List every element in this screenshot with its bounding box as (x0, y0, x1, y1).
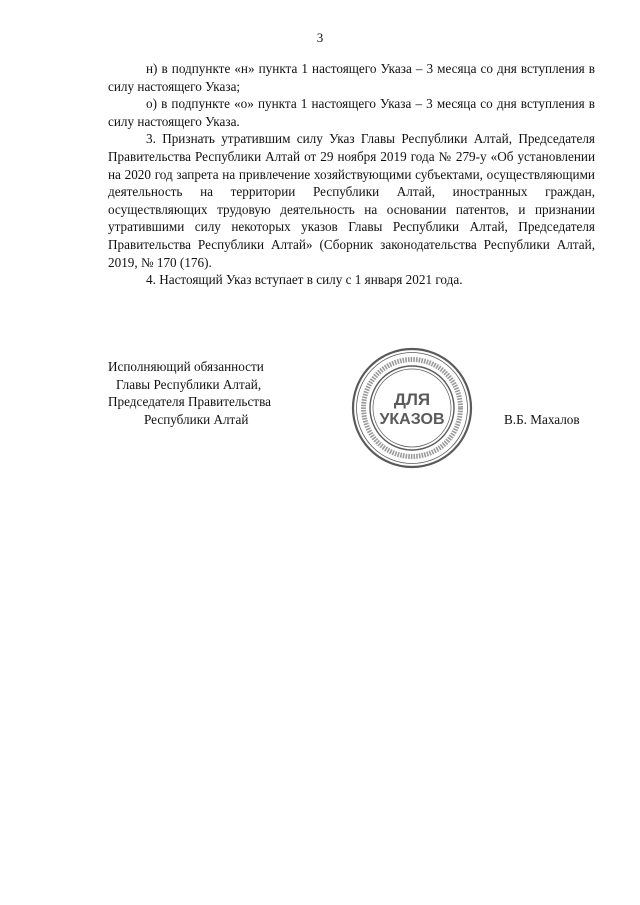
signer-title-line: Исполняющий обязанности (108, 359, 264, 374)
page-number: 3 (316, 30, 324, 45)
seal-graphic (350, 346, 474, 470)
signer-title-line: Председателя Правительства (108, 394, 271, 410)
official-seal (350, 346, 474, 470)
paragraph-o: о) в подпункте «о» пункта 1 настоящего Указа – 3 месяца со дня вступления в силу настоящего Указа. (108, 96, 595, 129)
document-body (108, 60, 595, 289)
paragraph-4: 4. Настоящий Указ вступает в силу с 1 января 2021 года. (146, 272, 463, 288)
paragraph-n: н) в подпункте «н» пункта 1 настоящего Указа – 3 месяца со дня вступления в силу настоящего Указа; (108, 61, 595, 94)
seal-text-line1: ДЛЯ (393, 390, 431, 409)
paragraph-3: 3. Признать утратившим силу Указ Главы Республики Алтай, Председателя Правительства Республики Алтай от 29 ноября 2019 года № 279-у «Об установлении на 2020 год запрета на привлечение хозяйствующими субъектами, осуществляющими деятельность на территории Республики Алтай, иностранных граждан, осуществляющих трудовую деятельность на основании патентов, и признании утратившими силу некоторых указов Главы Республики Алтай, Председателя Правительства Республики Алтай» (Сборник законодательства Республики Алтай, 2019, № 170 (176). (108, 131, 595, 270)
seal-text-line2: УКАЗОВ (379, 411, 445, 428)
signer-title-line: Главы Республики Алтай, (116, 376, 262, 392)
signer-title-line: Республики Алтай (144, 411, 249, 427)
signature-block (108, 358, 271, 428)
signer-name: В.Б. Махалов (504, 412, 580, 427)
